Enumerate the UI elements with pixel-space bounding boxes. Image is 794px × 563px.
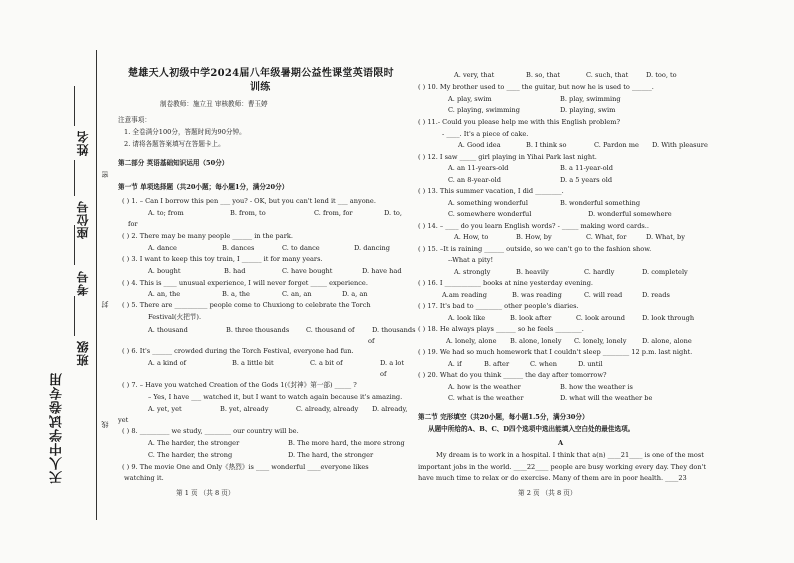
q2-option-d[interactable]: D. dancing (354, 244, 390, 252)
q5-wrap: of (368, 337, 375, 345)
passage-line-2: important jobs in the world. ____22____ people are busy working every day. They don't (418, 463, 707, 471)
question-1: ( ) 1. – Can I borrow this pen ___ you? - OK, but you can't lend it ___ anyone. (122, 197, 376, 205)
name-blank (74, 86, 75, 126)
q18-option-d[interactable]: D. alone, alone (642, 337, 692, 345)
exam-title-line1: 楚雄天人初级中学2024届八年级暑期公益性课堂英语限时 (128, 68, 394, 79)
q6-option-a[interactable]: A. a kind of (148, 359, 187, 367)
page-2 (418, 0, 708, 563)
q2-option-b[interactable]: B. dances (222, 244, 255, 252)
q11-option-c[interactable]: C. Pardon me (594, 141, 639, 149)
q12-option-b[interactable]: B. a 11-year-old (560, 164, 613, 172)
q14-option-c[interactable]: C. What, for (586, 233, 627, 241)
question-11-line2: - ____. It's a piece of cake. (442, 130, 529, 138)
section1-title: 第一节 单项选择题（共20小题；每小题1分，满分20分） (118, 183, 289, 191)
passage-line-3: have much time to relax or do exercise. Many of them are in poor health. ____23 (418, 474, 687, 482)
question-2: ( ) 2. There may be many people ______ in the park. (122, 232, 293, 240)
page-2-footer: 第 2 页 （共 8 页） (518, 489, 577, 497)
binding-strip (0, 0, 112, 563)
q17-option-b[interactable]: B. look after (510, 314, 552, 322)
q6-option-b[interactable]: B. a little bit (232, 359, 274, 367)
question-4: ( ) 4. This is ____ unusual experience, I will never forget _____ experience. (122, 279, 368, 287)
q15-option-d[interactable]: D. completely (642, 268, 688, 276)
question-17: ( ) 17. It's bad to ________ other people's diaries. (418, 302, 579, 310)
q13-option-b[interactable]: B. wonderful something (560, 199, 641, 207)
q5-option-a[interactable]: A. thousand (148, 326, 188, 334)
question-6: ( ) 6. It's ______ crowded during the Torch Festival, everyone had fun. (122, 347, 354, 355)
q10-option-c[interactable]: C. playing, swimming (448, 106, 520, 114)
q6-wrap: of (380, 370, 387, 378)
q15-option-a[interactable]: A. strongly (454, 268, 491, 276)
q3-option-c[interactable]: C. have bought (282, 267, 333, 275)
q14-option-a[interactable]: A. How, to (454, 233, 489, 241)
q4-option-c[interactable]: C. an, an (282, 290, 312, 298)
q14-option-d[interactable]: D. What, by (646, 233, 685, 241)
q16-option-c[interactable]: C. will read (584, 291, 623, 299)
q3-option-b[interactable]: B. had (224, 267, 246, 275)
class-blank (74, 296, 75, 336)
q8-option-b[interactable]: B. The more hard, the more strong (288, 439, 405, 447)
q2-option-c[interactable]: C. to dance (282, 244, 320, 252)
question-15-line2: --What a pity! (448, 256, 494, 264)
q18-option-c[interactable]: C. lonely, lonely (574, 337, 627, 345)
q8-option-a[interactable]: A. The harder, the stronger (148, 439, 240, 447)
question-14: ( ) 14. – ____ do you learn English words? - _____ making word cards.. (418, 222, 649, 230)
q5-option-c[interactable]: C. thousand of (306, 326, 355, 334)
notice-1: 1. 全卷满分100分，答题时间为90分钟。 (124, 128, 246, 136)
question-13: ( ) 13. This summer vacation, I did ________. (418, 187, 564, 195)
q10-option-a[interactable]: A. play, swim (448, 95, 492, 103)
notice-title: 注意事项： (118, 116, 151, 124)
q18-option-a[interactable]: A. lonely, alone (446, 337, 497, 345)
q6-option-d[interactable]: D. a lot (380, 359, 404, 367)
question-15: ( ) 15. –It is raining ______ outside, so we can't go to the fashion show. (418, 245, 652, 253)
q18-option-b[interactable]: B. alone, lonely (510, 337, 562, 345)
seal-mark-2: 封 (101, 300, 109, 308)
question-7-line2: – Yes, I have ___ watched it, but I want to watch again because it's amazing. (148, 393, 403, 401)
q1-option-a[interactable]: A. to; from (148, 209, 184, 217)
q2-option-a[interactable]: A. dance (148, 244, 177, 252)
passage-line-1: My dream is to work in a hospital. I think that a(n) ____21____ is one of the most (436, 451, 704, 459)
q5-option-d[interactable]: D. thousands (372, 326, 416, 334)
q19-option-d[interactable]: D. until (578, 360, 603, 368)
q13-option-a[interactable]: A. something wonderful (448, 199, 528, 207)
q7-wrap: yet (118, 416, 129, 424)
seat-blank (74, 160, 75, 196)
question-11: ( ) 11.- Could you please help me with this English problem? (418, 118, 621, 126)
q20-option-a[interactable]: A. how is the weather (448, 383, 521, 391)
question-3: ( ) 3. I want to keep this toy train, I ______ it for many years. (122, 255, 323, 263)
q16-option-a[interactable]: A.am reading (442, 291, 487, 299)
q3-option-a[interactable]: A. bought (148, 267, 181, 275)
q7-option-b[interactable]: B. yet, already (220, 405, 269, 413)
q9-option-b[interactable]: B. so, that (526, 71, 561, 79)
q1-option-d[interactable]: D. to, (384, 209, 402, 217)
q9-option-c[interactable]: C. such, that (586, 71, 629, 79)
seal-mark-1: 密 (101, 170, 109, 178)
q19-option-c[interactable]: C. when (530, 360, 558, 368)
q9-option-a[interactable]: A. very, that (454, 71, 495, 79)
q7-option-a[interactable]: A. yet, yet (148, 405, 182, 413)
q3-option-d[interactable]: D. have had (362, 267, 402, 275)
q19-option-b[interactable]: B. after (484, 360, 510, 368)
page-1-footer: 第 1 页 （共 8 页） (176, 489, 235, 497)
name-label: 姓名 (76, 130, 90, 156)
class-label: 班级 (76, 340, 90, 366)
q9-option-d[interactable]: D. too, to (646, 71, 677, 79)
q1-option-b[interactable]: B. from, to (230, 209, 266, 217)
question-5-line2: Festival(火把节). (148, 313, 202, 321)
q6-option-c[interactable]: C. a bit of (310, 359, 343, 367)
q10-option-b[interactable]: B. play, swimming (560, 95, 621, 103)
q20-option-b[interactable]: B. how the weather is (560, 383, 633, 391)
q11-option-a[interactable]: A. Good idea (458, 141, 501, 149)
q4-option-a[interactable]: A. an, the (148, 290, 181, 298)
question-8: ( ) 8. _________ we study, ________ our country will be. (122, 427, 299, 435)
part2-title: 第二部分 英语基础知识运用（50分） (118, 159, 229, 167)
question-19: ( ) 19. We had so much homework that I couldn't sleep ________ 12 p.m. last night. (418, 348, 693, 356)
seal-line (96, 50, 97, 520)
q4-option-d[interactable]: D. a, an (342, 290, 368, 298)
q15-option-c[interactable]: C. hardly (584, 268, 615, 276)
q13-option-c[interactable]: C. somewhere wonderful (448, 210, 532, 218)
school-exam-use-label: 天人中学试卷专用 (50, 372, 65, 484)
q5-option-b[interactable]: B. three thousands (226, 326, 290, 334)
section2-instruction: 从题中所给的A、B、C、D四个选项中选出能填入空白处的最佳选项。 (428, 425, 635, 433)
question-9: ( ) 9. The movie One and Only《热烈》is ____ wonderful ____everyone likes (122, 463, 369, 471)
q20-option-c[interactable]: C. what is the weather (448, 394, 524, 402)
q12-option-a[interactable]: A. an 11-years-old (448, 164, 509, 172)
notice-2: 2. 请将各题答案填写在答题卡上。 (124, 140, 225, 148)
q12-option-d[interactable]: D. a 5 years old (560, 176, 613, 184)
page-1 (118, 0, 414, 563)
q14-option-b[interactable]: B. How, by (516, 233, 552, 241)
question-7: ( ) 7. – Have you watched Creation of the Gods 1(《封神》第一部) _____ ? (122, 381, 357, 389)
question-5: ( ) 5. There are __________ people come to Chuxiong to celebrate the Torch (122, 301, 371, 309)
q16-option-d[interactable]: D. reads (642, 291, 670, 299)
q8-option-c[interactable]: C. The harder, the strong (148, 451, 233, 459)
q1-option-c[interactable]: C. from, for (314, 209, 353, 217)
question-9-line2: watching it. (124, 474, 164, 482)
exam-title-line2: 训练 (250, 82, 271, 93)
question-10: ( ) 10. My brother used to ____ the guitar, but now he is used to ______. (418, 83, 654, 91)
passage-label: A (558, 439, 564, 447)
question-20: ( ) 20. What do you think ______ the day after tomorrow? (418, 371, 607, 379)
q1-wrap: for (128, 220, 138, 228)
section2-title: 第二节 完形填空（共20小题，每小题1.5分，满分30分） (418, 413, 589, 421)
q12-option-c[interactable]: C. an 8-year-old (448, 176, 501, 184)
q17-option-a[interactable]: A. look like (448, 314, 486, 322)
question-12: ( ) 12. I saw _____ girl playing in Yihai Park last night. (418, 153, 597, 161)
makers-line: 制卷教师：施立丑 审核教师：曹玉婷 (160, 100, 268, 108)
q11-option-b[interactable]: B. I think so (526, 141, 567, 149)
exam-no-label: 考号 (76, 270, 90, 296)
q8-option-d[interactable]: D. The hard, the stronger (288, 451, 374, 459)
q19-option-a[interactable]: A. if (448, 360, 462, 368)
q4-option-b[interactable]: B. a, the (222, 290, 250, 298)
q17-option-c[interactable]: C. look around (576, 314, 625, 322)
q11-option-d[interactable]: D. With pleasure (652, 141, 708, 149)
seat-label: 座位号 (76, 200, 90, 239)
q17-option-d[interactable]: D. look through (642, 314, 695, 322)
seal-mark-3: 线 (101, 420, 109, 428)
q20-option-d[interactable]: D. what will the weather be (560, 394, 653, 402)
q7-option-c[interactable]: C. already, already (296, 405, 359, 413)
question-18: ( ) 18. He always plays ______ so he feels ________. (418, 325, 584, 333)
question-16: ( ) 16. I ___________ books at nine yesterday evening. (418, 279, 594, 287)
q7-option-d[interactable]: D. already, (372, 405, 408, 413)
q15-option-b[interactable]: B. heavily (516, 268, 549, 276)
q16-option-b[interactable]: B. was reading (512, 291, 562, 299)
q10-option-d[interactable]: D. playing, swim (560, 106, 616, 114)
q13-option-d[interactable]: D. wonderful somewhere (588, 210, 672, 218)
